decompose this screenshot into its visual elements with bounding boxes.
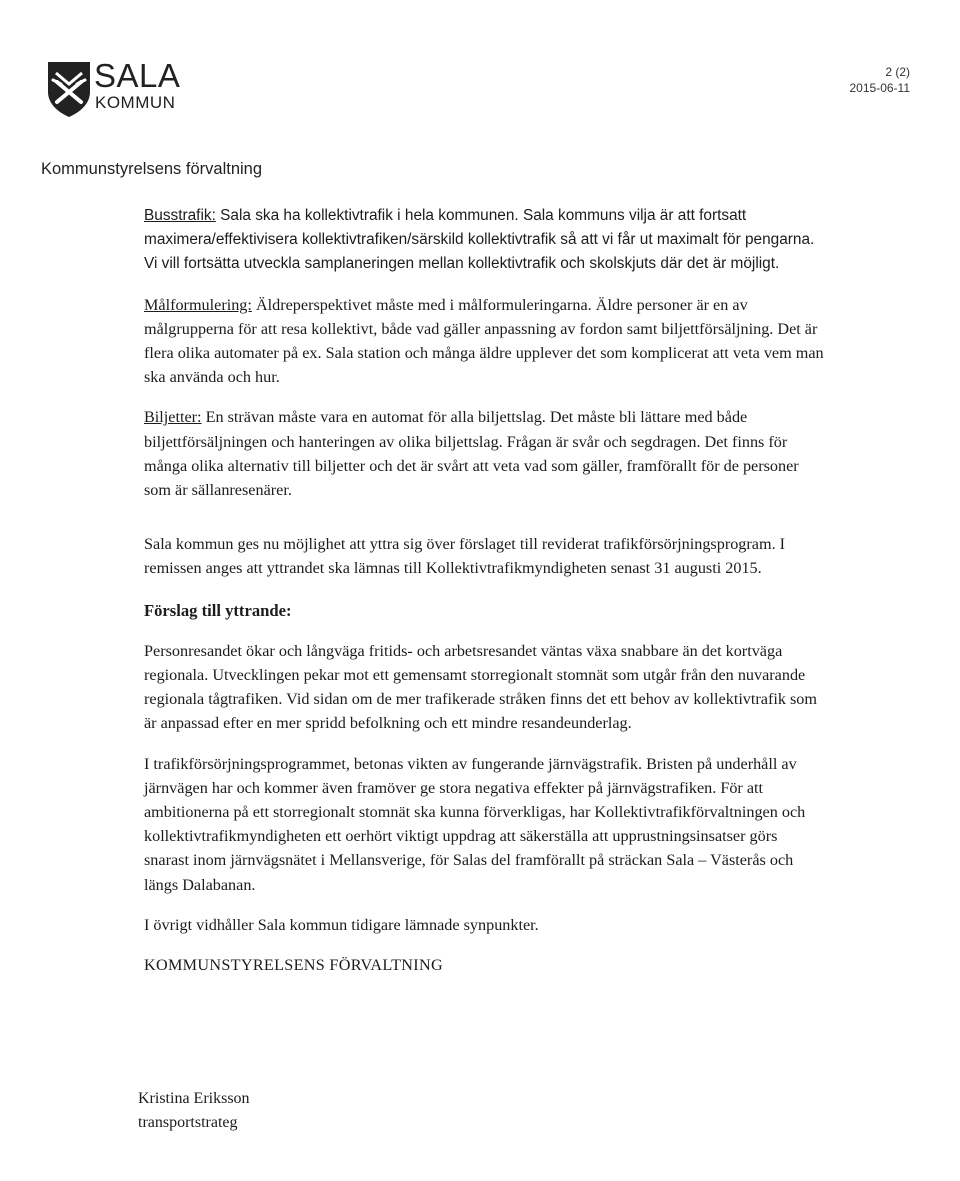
biljetter-label: Biljetter:	[144, 408, 202, 427]
paragraph-proposal-1: Personresandet ökar och långväga fritids- och arbetsresandet väntas växa snabbare än det kortväga regionala. Utvecklingen pekar mot ett gemensamt storregionalt stomnät som utgår från den nuvarande regionala tågtrafiken. Vid sidan om de mer trafikerade stråken finns det ett behov av kollektivtrafik som är anpassad efter en mer spridd befolkning och ett mindre resandeunderlag.	[144, 641, 817, 733]
paragraph-proposal-2: I trafikförsörjningsprogrammet, betonas vikten av fungerande järnvägstrafik. Bristen på underhåll av järnvägen har och kommer även framöver ge stora negativa effekter på järnvägstrafiken. För att ambitionerna på ett storregionalt stomnät ska kunna förverkligas, har Kollektivtrafikförvaltningen och kollektivtrafikmyndigheten ett oerhört viktigt uppdrag att säkerställa att upprustningsinsatser görs snarast inom järnvägsnätet i Mellansverige, för Salas del framförallt på sträckan Sala – Västerås och längs Dalabanan.	[144, 754, 806, 894]
paragraph-busstrafik	[144, 204, 824, 277]
page-number: 2 (2)	[885, 65, 910, 79]
malformulering-label: Målformulering:	[144, 295, 252, 314]
paragraph-biljetter	[144, 405, 824, 502]
document-date: 2015-06-11	[849, 81, 910, 95]
malformulering-text: Äldreperspektivet måste med i målformuleringarna. Äldre personer är en av målgrupperna för att resa kollektivt, både vad gäller anpassning av fordon samt biljettförsäljning. Det är flera olika automater på ex. Sala station och många äldre upplever det som komplicerat att veta vem man ska använda och hur.	[144, 295, 824, 387]
signature-name: Kristina Eriksson	[138, 1090, 250, 1107]
sala-kommun-logo	[46, 58, 206, 122]
biljetter-text: En strävan måste vara en automat för alla biljettslag. Det måste bli lättare med både biljettförsäljningen och hanteringen av olika biljettslag. Frågan är svår och segdragen. Det finns för många olika alternativ till biljetter och det är svårt att veta vad som gäller, framförallt för de personer som är sällanresenärer.	[144, 408, 799, 500]
busstrafik-text: Sala ska ha kollektivtrafik i hela kommunen. Sala kommuns vilja är att fortsatt maximera/effektivisera kollektivtrafiken/särskild kollektivtrafik så att vi får ut maximalt för pengarna. Vi vill fortsätta utveckla samplaneringen mellan kollektivtrafik och skolskjuts där det är möjligt.	[144, 207, 815, 273]
signature-block	[138, 1087, 250, 1135]
logo-title: SALA	[94, 57, 181, 94]
paragraph-intro: Sala kommun ges nu möjlighet att yttra sig över förslaget till reviderat trafikförsörjningsprogram. I remissen anges att yttrandet ska lämnas till Kollektivtrafikmyndigheten senast 31 augusti 2015.	[144, 535, 786, 578]
paragraph-malformulering	[144, 293, 824, 390]
paragraph-proposal-3: I övrigt vidhåller Sala kommun tidigare lämnade synpunkter.	[144, 915, 539, 934]
signoff: KOMMUNSTYRELSENS FÖRVALTNING	[144, 956, 443, 975]
page-meta	[850, 64, 911, 96]
letter-body	[144, 204, 824, 993]
department-name: Kommunstyrelsens förvaltning	[41, 160, 263, 178]
proposal-title: Förslag till yttrande:	[144, 600, 292, 620]
coat-of-arms-icon	[46, 60, 92, 118]
signature-title: transportstrateg	[138, 1114, 238, 1131]
busstrafik-label: Busstrafik:	[144, 207, 216, 224]
logo-subtitle: KOMMUN	[95, 93, 176, 112]
